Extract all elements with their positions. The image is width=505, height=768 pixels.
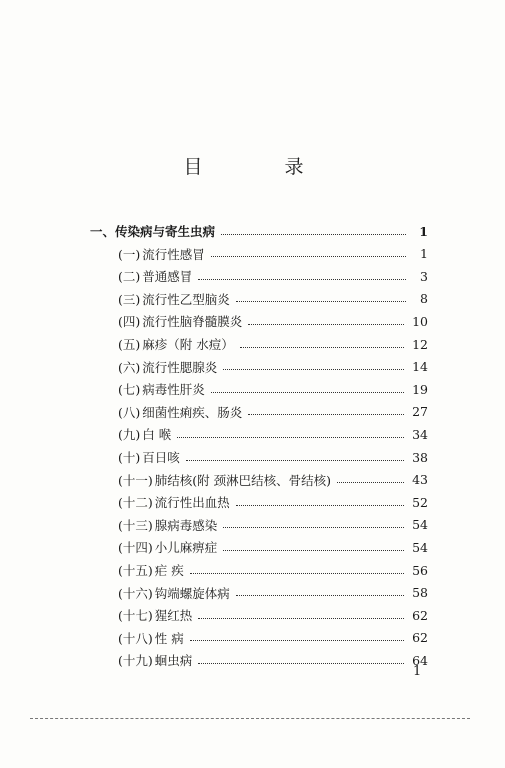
toc-page-number: 62 bbox=[412, 607, 428, 623]
dot-leader bbox=[211, 392, 404, 393]
toc-entry bbox=[118, 448, 428, 466]
toc-entry bbox=[118, 335, 428, 353]
toc-entry-title: 细菌性痢疾、肠炎 bbox=[142, 404, 243, 420]
toc-entry bbox=[118, 358, 428, 376]
toc-entry-number: (十一) bbox=[118, 472, 153, 488]
dot-leader bbox=[198, 663, 404, 664]
toc-page-number: 34 bbox=[412, 426, 428, 442]
toc-page-number: 43 bbox=[412, 472, 428, 488]
toc-page-number: 14 bbox=[412, 359, 428, 375]
toc-entry-title: 流行性腮腺炎 bbox=[142, 359, 218, 375]
dot-leader bbox=[211, 256, 406, 257]
toc-page-number: 8 bbox=[420, 291, 428, 307]
toc-entry-number: (七) bbox=[118, 382, 141, 398]
page-title: 目 录 bbox=[183, 156, 342, 178]
toc-page-number: 3 bbox=[420, 268, 428, 284]
toc-entry-title: 肺结核(附 颈淋巴结核、骨结核) bbox=[154, 472, 331, 488]
dot-leader bbox=[198, 618, 404, 619]
toc-page-number: 56 bbox=[412, 562, 428, 578]
toc-entry bbox=[118, 245, 428, 263]
toc-entry-number: (八) bbox=[118, 404, 141, 420]
toc-entry bbox=[118, 471, 428, 489]
toc-entry bbox=[118, 312, 428, 330]
dot-leader bbox=[223, 369, 404, 370]
toc-page-number: 1 bbox=[420, 246, 428, 262]
toc-entry-number: (三) bbox=[118, 291, 141, 307]
toc-entry-title: 腺病毒感染 bbox=[154, 517, 218, 533]
toc-entry-title: 小儿麻痹症 bbox=[154, 540, 218, 556]
toc-entry-title: 普通感冒 bbox=[142, 269, 193, 285]
toc-entry-title: 病毒性肝炎 bbox=[142, 382, 205, 398]
toc-entry-number: (十九) bbox=[118, 653, 153, 669]
toc-section bbox=[90, 222, 428, 240]
toc-page-number: 12 bbox=[412, 336, 428, 352]
toc-entry-number: (一) bbox=[118, 246, 141, 262]
toc-page-number: 52 bbox=[412, 494, 428, 510]
toc-entry-title: 猩红热 bbox=[154, 608, 193, 624]
toc-entry-number: (十六) bbox=[118, 585, 153, 601]
toc-entry-number: (九) bbox=[118, 427, 141, 443]
toc-entry bbox=[118, 267, 428, 285]
toc-entry-title: 流行性感冒 bbox=[142, 246, 205, 262]
toc-page-number: 10 bbox=[412, 313, 428, 329]
toc-entry bbox=[118, 629, 428, 647]
dot-leader bbox=[248, 414, 404, 415]
toc-entry-title: 麻疹（附 水痘） bbox=[142, 337, 234, 352]
dot-leader bbox=[186, 460, 404, 461]
toc-entry-title: 蛔虫病 bbox=[154, 653, 193, 669]
toc-page-number: 19 bbox=[412, 381, 428, 397]
dot-leader bbox=[236, 595, 404, 596]
toc-entry-number: (十) bbox=[118, 450, 141, 465]
dot-leader bbox=[223, 550, 404, 551]
toc-page-number: 62 bbox=[412, 630, 428, 646]
toc-entry-title: 疟 疾 bbox=[154, 563, 184, 578]
toc-page-number: 58 bbox=[412, 585, 428, 601]
toc-entry bbox=[118, 561, 428, 579]
dot-leader bbox=[337, 482, 404, 483]
toc-entry bbox=[118, 290, 428, 308]
toc-entry-number: (十二) bbox=[118, 495, 153, 511]
toc-entry bbox=[118, 403, 428, 421]
dot-leader bbox=[198, 279, 406, 280]
toc-entry-number: (二) bbox=[118, 269, 141, 285]
toc-entry bbox=[118, 380, 428, 398]
dot-leader bbox=[177, 437, 404, 438]
toc-page-number: 54 bbox=[412, 539, 428, 555]
dot-leader bbox=[190, 640, 404, 641]
page-number: 1 bbox=[413, 664, 422, 679]
toc-entry bbox=[118, 538, 428, 556]
dot-leader bbox=[236, 301, 406, 302]
toc-entry-number: (五) bbox=[118, 337, 141, 352]
toc-entry-number: (十四) bbox=[118, 540, 153, 556]
toc-entry-title: 流行性出血热 bbox=[154, 495, 230, 511]
toc-entry-number: 一、传染病与寄生虫病 bbox=[90, 224, 216, 239]
dot-leader bbox=[223, 527, 404, 528]
toc-entry-number: (十七) bbox=[118, 608, 153, 624]
toc-page-number: 54 bbox=[412, 517, 428, 533]
toc-entry bbox=[118, 425, 428, 443]
toc-entry-number: (四) bbox=[118, 314, 141, 330]
toc-entry-number: (六) bbox=[118, 359, 141, 375]
toc-entry-number: (十三) bbox=[118, 517, 153, 533]
toc-entry bbox=[118, 493, 428, 511]
toc-entry bbox=[118, 606, 428, 624]
toc-entry-number: (十五) bbox=[118, 563, 153, 578]
bottom-rule bbox=[30, 718, 470, 719]
dot-leader bbox=[236, 505, 404, 506]
toc-entry-title: 白 喉 bbox=[142, 427, 172, 443]
toc-entry-title: 百日咳 bbox=[142, 450, 180, 465]
toc-entry-title: 性 病 bbox=[154, 630, 184, 646]
toc-entry bbox=[118, 584, 428, 602]
dot-leader bbox=[190, 573, 404, 574]
dot-leader bbox=[240, 347, 404, 348]
toc-page-number: 1 bbox=[419, 223, 428, 239]
toc-entry bbox=[118, 516, 428, 534]
dot-leader bbox=[248, 324, 404, 325]
toc-entry-title: 钩端螺旋体病 bbox=[154, 585, 230, 601]
toc-page-number: 64 bbox=[412, 652, 428, 668]
toc-entry-number: (十八) bbox=[118, 630, 153, 646]
toc-entry-title: 流行性乙型脑炎 bbox=[142, 291, 230, 307]
toc-page-number: 27 bbox=[412, 404, 428, 420]
dot-leader bbox=[221, 234, 406, 235]
toc-entry bbox=[118, 651, 428, 669]
toc-page-number: 38 bbox=[412, 449, 428, 465]
toc-entry-title: 流行性脑脊髓膜炎 bbox=[142, 314, 243, 330]
